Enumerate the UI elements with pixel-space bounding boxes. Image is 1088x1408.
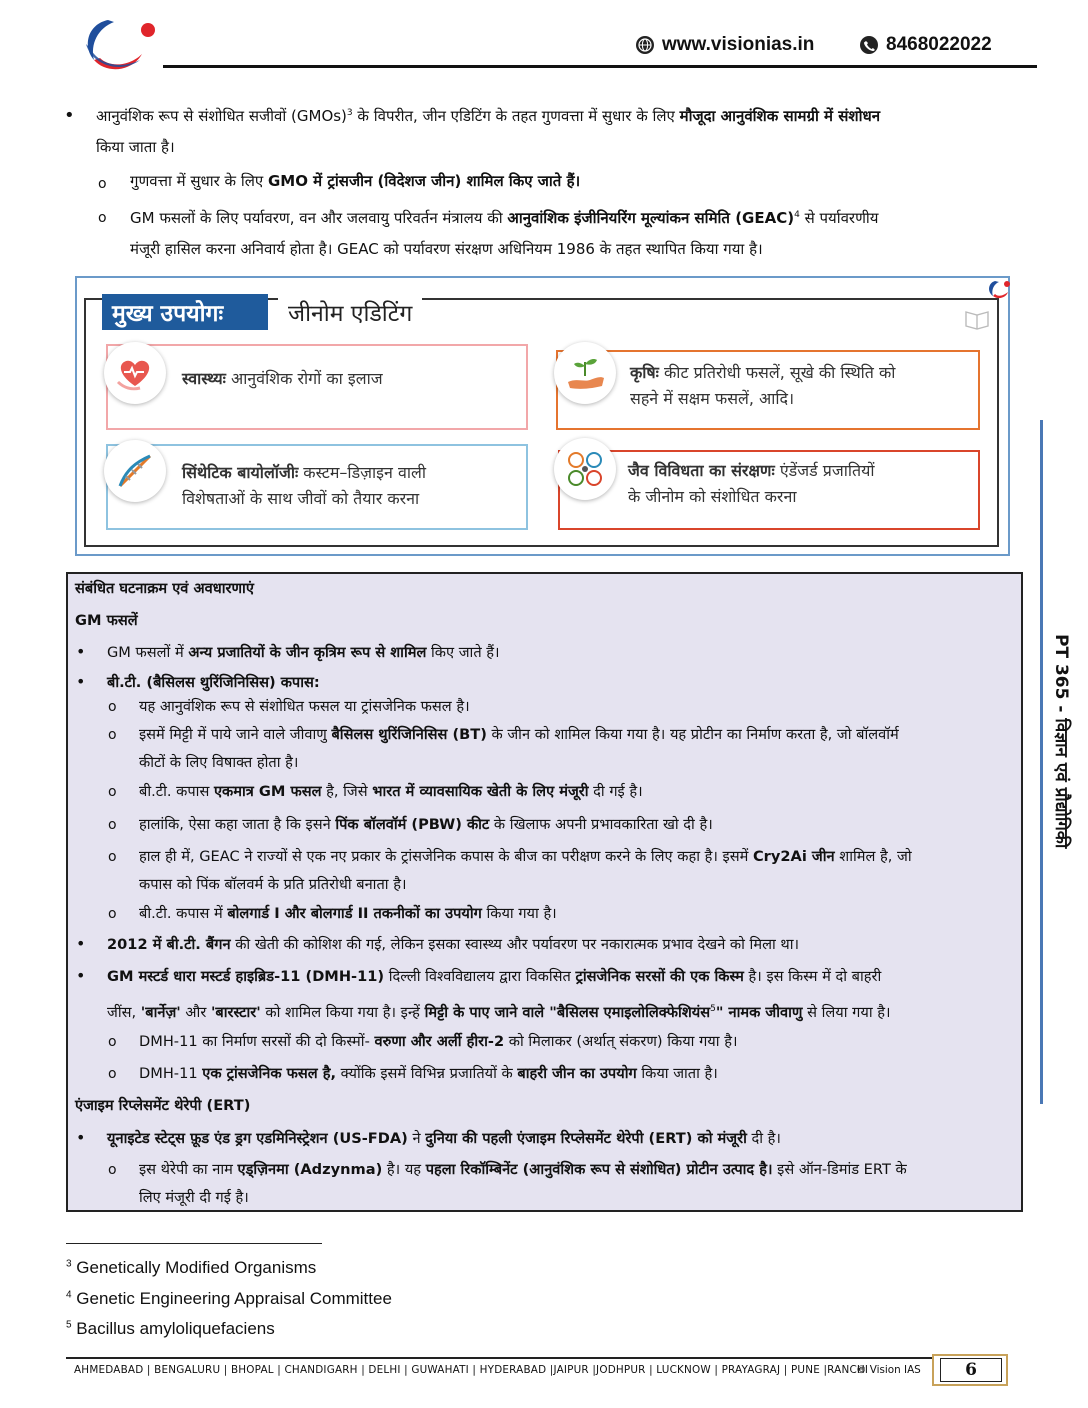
bold-text: Cry2Ai जीन bbox=[752, 848, 835, 865]
header-website[interactable] bbox=[636, 34, 814, 56]
text: ने bbox=[407, 1130, 426, 1147]
bold-text: बैसिलस थुरिंजिनिसिस (BT) bbox=[331, 726, 487, 743]
heart-health-icon bbox=[104, 342, 166, 404]
footer-copyright: © Vision IAS bbox=[856, 1364, 921, 1376]
plant-hand-icon bbox=[554, 342, 616, 404]
vision-ias-logo bbox=[78, 14, 160, 76]
bullet-dot: • bbox=[76, 642, 86, 661]
text: से लिया गया है। bbox=[802, 1003, 891, 1021]
footnote-divider bbox=[66, 1243, 322, 1244]
text: इसमें मिट्टी में पाये जाने वाले जीवाणु bbox=[139, 726, 332, 743]
text: के विपरीत, जीन एडिटिंग के तहत गुणवत्ता में सुधार के लिए bbox=[352, 107, 680, 125]
text: है, जिसे bbox=[321, 783, 373, 800]
related-heading bbox=[75, 579, 254, 599]
text: क्योंकि इसमें विभिन्न प्रजातियों के bbox=[336, 1065, 518, 1082]
footnote-ref[interactable]: 5 bbox=[710, 1004, 716, 1014]
website-text: www.visionias.in bbox=[662, 34, 815, 55]
bold-text: 'बार्नेज़' bbox=[140, 1003, 181, 1021]
footnote-num: 4 bbox=[66, 1289, 72, 1301]
bold-text: पहला रिकॉम्बिनेंट (आनुवंशिक रूप से संशोधित) प्रोटीन उत्पाद है। bbox=[425, 1161, 773, 1178]
dmh-bullet bbox=[107, 967, 1017, 987]
bold-text: GM फसलें bbox=[75, 612, 138, 629]
bold-text: एकमात्र GM फसल bbox=[213, 783, 322, 800]
intro-bullet-1-line2: किया जाता है। bbox=[96, 138, 175, 156]
bt-sub-5 bbox=[139, 847, 1019, 867]
text: किए जाते हैं। bbox=[426, 644, 500, 661]
dna-icon bbox=[104, 440, 166, 502]
footer-divider bbox=[66, 1357, 1008, 1359]
card-synthetic-biology bbox=[106, 444, 528, 530]
bold-text: दुनिया की पहली एंजाइम रिप्लेसमेंट थेरेपी (ERT) को मंजूरी bbox=[425, 1130, 747, 1147]
text: DMH-11 bbox=[139, 1065, 203, 1082]
bold-text: बी.टी. (बैसिलस थुरिंजिनिसिस) कपास: bbox=[107, 674, 320, 691]
text: दी है। bbox=[746, 1130, 781, 1147]
ert-bullet bbox=[107, 1129, 781, 1149]
intro-sub-bullet-2-line2: मंजूरी हासिल करना अनिवार्य होता है। GEAC को पर्यावरण संरक्षण अधिनियम 1986 के तहत स्थापित किया गया है। bbox=[130, 240, 763, 258]
infographic-title: मुख्य उपयोगः bbox=[112, 301, 224, 327]
bullet-dot: • bbox=[76, 1128, 86, 1147]
side-banner-text: PT 365 - विज्ञान एवं प्रौद्योगिकी bbox=[1051, 634, 1071, 849]
bold-text: GMO में ट्रांसजीन (विदेशज जीन) शामिल किए जाते हैं। bbox=[267, 172, 581, 190]
page-number: 6 bbox=[940, 1358, 1002, 1382]
phone-icon bbox=[860, 36, 878, 54]
card-synthetic-text bbox=[182, 460, 522, 512]
bt-sub-2 bbox=[139, 725, 1019, 745]
intro-sub-bullet-1 bbox=[130, 165, 580, 198]
text: की खेती की कोशिश की गई, लेकिन इसका स्वास्थ्य और पर्यावरण पर नकारात्मक प्रभाव देखने को मिला था। bbox=[230, 936, 800, 953]
bullet-dot: • bbox=[76, 934, 86, 953]
side-banner-line bbox=[1040, 420, 1043, 1104]
bold-text: बाहरी जीन का उपयोग bbox=[517, 1065, 637, 1082]
text: GM फसलों में bbox=[107, 644, 189, 661]
text: को शामिल किया गया है। इन्हें bbox=[260, 1003, 425, 1021]
text: GM फसलों के लिए पर्यावरण, वन और जलवायु परिवर्तन मंत्रालय की bbox=[130, 209, 508, 227]
bullet-dot: • bbox=[64, 105, 75, 126]
bold-text: पिंक बॉलवॉर्म (PBW) कीट bbox=[335, 816, 490, 833]
card-label: सिंथेटिक बायोलॉजीः bbox=[182, 463, 299, 482]
text: इस थेरेपी का नाम bbox=[139, 1161, 238, 1178]
sub-bullet-circle: o bbox=[108, 1066, 117, 1082]
book-icon bbox=[964, 308, 990, 330]
sub-bullet-circle: o bbox=[98, 176, 107, 192]
card-desc: के जीनोम को संशोधित करना bbox=[628, 487, 797, 506]
infographic-subtitle: जीनोम एडिटिंग bbox=[278, 296, 422, 328]
text: के जीन को शामिल किया गया है। यह प्रोटीन का निर्माण करता है, जो बॉलवॉर्म bbox=[486, 726, 899, 743]
ert-sub-1 bbox=[139, 1160, 1019, 1180]
bold-text: " नामक जीवाणु bbox=[715, 1003, 803, 1021]
bold-text: वरुणा और अर्ली हीरा-2 bbox=[374, 1033, 505, 1050]
sub-bullet-circle: o bbox=[108, 784, 117, 800]
text: से पर्यावरणीय bbox=[799, 209, 879, 227]
text: DMH-11 का निर्माण सरसों की दो किस्मों- bbox=[139, 1033, 375, 1050]
card-agriculture-text bbox=[630, 360, 970, 412]
card-desc: विशेषताओं के साथ जीवों को तैयार करना bbox=[182, 489, 420, 508]
text: दिल्ली विश्वविद्यालय द्वारा विकसित bbox=[384, 968, 576, 985]
card-biodiversity-text bbox=[628, 458, 973, 510]
bt-sub-6 bbox=[139, 904, 557, 924]
bt-sub-2-line2: कीटों के लिए विषाक्त होता है। bbox=[139, 754, 299, 771]
text: को मिलाकर (अर्थात् संकरण) किया गया है। bbox=[504, 1033, 738, 1050]
gm-crops-heading bbox=[75, 611, 138, 631]
footnote-num: 5 bbox=[66, 1319, 72, 1331]
bold-text: मौजूदा आनुवंशिक सामग्री में संशोधन bbox=[679, 107, 881, 125]
phone-text: 8468022022 bbox=[886, 34, 992, 55]
intro-bullet-1 bbox=[96, 97, 1031, 133]
card-desc: एंडेंजर्ड प्रजातियों bbox=[774, 461, 875, 480]
card-label: स्वास्थ्यः bbox=[182, 369, 226, 388]
ert-heading bbox=[75, 1096, 250, 1116]
text: के खिलाफ अपनी प्रभावकारिता खो दी है। bbox=[489, 816, 713, 833]
bold-text: भारत में व्यावसायिक खेती के लिए मंजूरी bbox=[372, 783, 589, 800]
bold-text: एक ट्रांसजेनिक फसल है, bbox=[202, 1065, 337, 1082]
card-desc: कीट प्रतिरोधी फसलें, सूखे की स्थिति को bbox=[658, 363, 896, 382]
bold-text: बोलगार्ड I और बोलगार्ड II तकनीकों का उपयोग bbox=[227, 905, 482, 922]
sub-bullet-circle: o bbox=[108, 817, 117, 833]
sub-bullet-circle: o bbox=[98, 210, 107, 226]
bold-text: ट्रांसजेनिक सरसों की एक किस्म bbox=[575, 968, 744, 985]
text: है। इस किस्म में दो बाहरी bbox=[743, 968, 882, 985]
dmh-sub-1 bbox=[139, 1032, 737, 1052]
text: दी गई है। bbox=[588, 783, 643, 800]
sub-bullet-circle: o bbox=[108, 1034, 117, 1050]
footnote-text: Genetic Engineering Appraisal Committee bbox=[76, 1289, 392, 1308]
sub-bullet-circle: o bbox=[108, 849, 117, 865]
footnote-4 bbox=[66, 1289, 392, 1309]
bold-text: एंजाइम रिप्लेसमेंट थेरेपी (ERT) bbox=[75, 1097, 251, 1114]
text: बी.टी. कपास में bbox=[139, 905, 228, 922]
header-divider bbox=[163, 65, 1037, 68]
card-agriculture bbox=[556, 350, 980, 430]
card-desc: आनुवंशिक रोगों का इलाज bbox=[225, 369, 383, 388]
footnote-ref[interactable]: 3 bbox=[346, 108, 353, 118]
text: है। यह bbox=[382, 1161, 426, 1178]
card-desc: सहने में सक्षम फसलें, आदि। bbox=[630, 389, 795, 408]
footnote-num: 3 bbox=[66, 1258, 72, 1270]
bold-text: मिट्टी के पाए जाने वाले "बैसिलस एमाइलोलिक्फेशियंस bbox=[424, 1003, 711, 1021]
bold-text: GM मस्टर्ड धारा मस्टर्ड हाइब्रिड-11 (DMH-11) bbox=[107, 968, 385, 985]
bold-text: अन्य प्रजातियों के जीन कृत्रिम रूप से शामिल bbox=[188, 644, 427, 661]
dmh-bullet-line2 bbox=[107, 999, 1017, 1023]
bt-sub-1: यह आनुवंशिक रूप से संशोधित फसल या ट्रांसजेनिक फसल है। bbox=[139, 698, 470, 715]
text: किया जाता है। bbox=[636, 1065, 718, 1082]
sub-bullet-circle: o bbox=[108, 727, 117, 743]
sub-bullet-circle: o bbox=[108, 699, 117, 715]
small-logo-icon bbox=[985, 278, 1011, 300]
bold-text: 2012 में बी.टी. बैंगन bbox=[107, 936, 231, 953]
text: हालांकि, ऐसा कहा जाता है कि इसने bbox=[139, 816, 336, 833]
bold-text: यूनाइटेड स्टेट्स फ़ूड एंड ड्रग एडमिनिस्ट्रेशन (US-FDA) bbox=[107, 1130, 408, 1147]
bullet-dot: • bbox=[76, 966, 86, 985]
intro-sub-bullet-2 bbox=[130, 199, 1030, 235]
sub-bullet-circle: o bbox=[108, 1162, 117, 1178]
card-biodiversity bbox=[558, 450, 980, 530]
card-label: जैव विविधता का संरक्षणः bbox=[628, 461, 775, 480]
text: और bbox=[180, 1003, 211, 1021]
footer-cities: AHMEDABAD | BENGALURU | BHOPAL | CHANDIGARH | DELHI | GUWAHATI | HYDERABAD |JAIPUR |JODHPUR | LUCKNOW | PRAYAGRAJ | PUNE |RANCHI bbox=[74, 1364, 869, 1376]
text: इसे ऑन-डिमांड ERT के bbox=[772, 1161, 907, 1178]
footnote-3 bbox=[66, 1258, 316, 1278]
card-label: कृषिः bbox=[630, 363, 659, 382]
text: गुणवत्ता में सुधार के लिए bbox=[130, 172, 268, 190]
footnote-5 bbox=[66, 1319, 275, 1339]
biodiversity-icon bbox=[554, 438, 616, 500]
text: शामिल है, जो bbox=[834, 848, 912, 865]
text: आनुवंशिक रूप से संशोधित सजीवों (GMOs) bbox=[96, 107, 347, 125]
bullet-dot: • bbox=[76, 672, 86, 691]
side-banner bbox=[1046, 632, 1080, 902]
sub-bullet-circle: o bbox=[108, 906, 117, 922]
text: हाल ही में, GEAC ने राज्यों से एक नए प्रकार के ट्रांसजेनिक कपास के बीज का परीक्षण करने के लिए कहा है। इसमें bbox=[139, 848, 753, 865]
text: किया गया है। bbox=[481, 905, 557, 922]
footnote-text: Genetically Modified Organisms bbox=[76, 1258, 317, 1277]
text: बी.टी. कपास bbox=[139, 783, 214, 800]
text: जींस, bbox=[107, 1003, 141, 1021]
bold-text: एड्ज़िनमा (Adzynma) bbox=[237, 1161, 383, 1178]
bold-text: संबंधित घटनाक्रम एवं अवधारणाएं bbox=[75, 580, 254, 597]
bt-sub-5-line2: कपास को पिंक बॉलवर्म के प्रति प्रतिरोधी बनाता है। bbox=[139, 876, 407, 893]
gm-bullet-1 bbox=[107, 643, 500, 663]
footnote-ref[interactable]: 4 bbox=[794, 210, 800, 220]
bold-text: आनुवांशिक इंजीनियरिंग मूल्यांकन समिति (GEAC) bbox=[507, 209, 795, 227]
bt-sub-3 bbox=[139, 782, 643, 802]
bt-cotton-heading bbox=[107, 673, 320, 693]
ert-sub-1-line2: लिए मंजूरी दी गई है। bbox=[139, 1189, 249, 1206]
footnote-text: Bacillus amyloliquefaciens bbox=[76, 1319, 275, 1338]
globe-icon bbox=[636, 36, 654, 54]
dmh-sub-2 bbox=[139, 1064, 718, 1084]
bold-text: 'बारस्टार' bbox=[210, 1003, 261, 1021]
brinjal-bullet bbox=[107, 935, 799, 955]
card-health bbox=[106, 344, 528, 430]
card-desc: कस्टम–डिज़ाइन वाली bbox=[298, 463, 427, 482]
bt-sub-4 bbox=[139, 815, 713, 835]
header-phone[interactable] bbox=[860, 34, 992, 56]
card-health-text bbox=[182, 366, 383, 392]
